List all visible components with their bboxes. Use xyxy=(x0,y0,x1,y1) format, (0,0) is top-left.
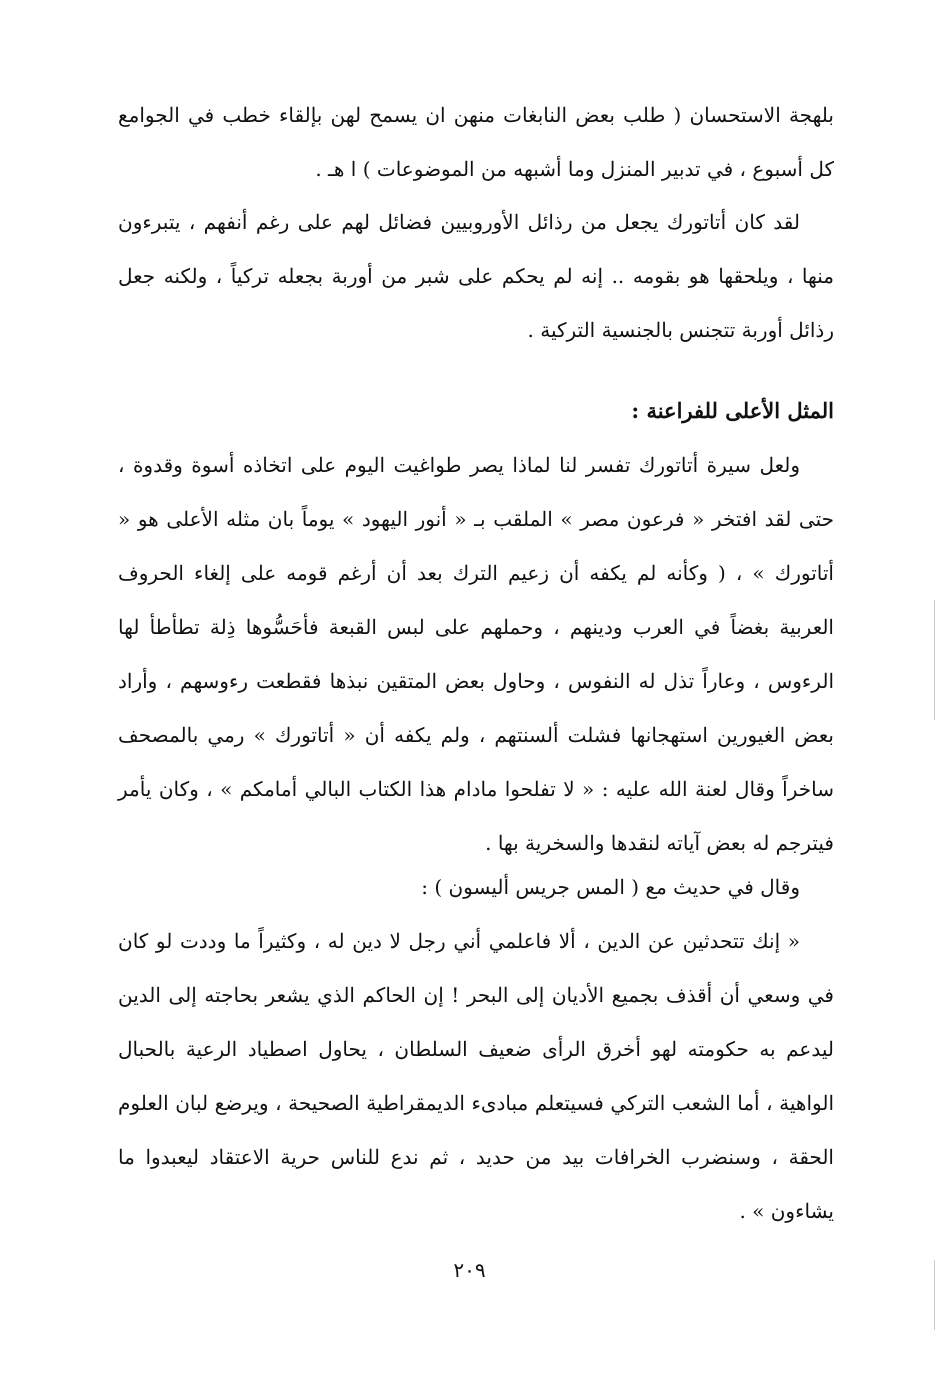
page-number: ٢٠٩ xyxy=(453,1258,486,1282)
paragraph-quote xyxy=(118,914,834,1238)
scan-edge-mark xyxy=(934,600,935,720)
paragraph-continuation xyxy=(118,88,834,196)
paragraph-pharaohs-ideal xyxy=(118,438,834,870)
paragraph-text: بلهجة الاستحسان ( طلب بعض النابغات منهن ان يسمح لهن بإلقاء خطب في الجوامع كل أسبوع ، في تدبير المنزل وما أشبهه من الموضوعات ) ا هـ . xyxy=(118,103,834,181)
paragraph-ataturk-vices xyxy=(118,195,834,357)
paragraph-text: « إنك تتحدثين عن الدين ، ألا فاعلمي أني رجل لا دين له ، وكثيراً ما وددت لو كان في وسعي أن أقذف بجميع الأديان إلى البحر ! إن الحاكم الذي يشعر بحاجته إلى الدين ليدعم به حكومته لهو أخرق الرأى ضعيف السلطان ، يحاول اصطياد الرعية بالحبال الواهية ، أما الشعب التركي فسيتعلم مبادىء الديمقراطية الصحيحة ، ويرضع لبان العلوم الحقة ، وسنضرب الخرافات بيد من حديد ، ثم ندع للناس حرية الاعتقاد ليعبدوا ما يشاءون » . xyxy=(118,929,834,1223)
paragraph-interview-intro xyxy=(118,860,834,914)
paragraph-text: ولعل سيرة أتاتورك تفسر لنا لماذا يصر طواغيت اليوم على اتخاذه أسوة وقدوة ، حتى لقد افتخر « فرعون مصر » الملقب بـ « أنور اليهود » يوماً بان مثله الأعلى هو « أتاتورك » ، ( وكأنه لم يكفه أن زعيم الترك بعد أن أرغم قومه على إلغاء الحروف العربية بغضاً في العرب ودينهم ، وحملهم على لبس القبعة فأحَسُّوها ذِلة تطأطأ لها الرءوس ، وعاراً تذل له النفوس ، وحاول بعض المتقين نبذها فقطعت رءوسهم ، وأراد بعض الغيورين استهجانها فشلت ألسنتهم ، ولم يكفه أن « أتاتورك » رمي بالمصحف ساخراً وقال لعنة الله عليه : « لا تفلحوا مادام هذا الكتاب البالي أمامكم » ، وكان يأمر فيترجم له بعض آياته لنقدها والسخرية بها . xyxy=(118,453,834,855)
paragraph-text: لقد كان أتاتورك يجعل من رذائل الأوروبيين فضائل لهم على رغم أنفهم ، يتبرءون منها ، ويلحقها هو بقومه .. إنه لم يحكم على شبر من أوربة بجعله تركياً ، ولكنه جعل رذائل أوربة تتجنس بالجنسية التركية . xyxy=(118,210,834,342)
section-heading-text: المثل الأعلى للفراعنة : xyxy=(631,398,834,423)
section-heading xyxy=(118,384,834,438)
scan-edge-mark xyxy=(934,1260,935,1330)
paragraph-text: وقال في حديث مع ( المس جريس أليسون ) : xyxy=(421,875,800,899)
